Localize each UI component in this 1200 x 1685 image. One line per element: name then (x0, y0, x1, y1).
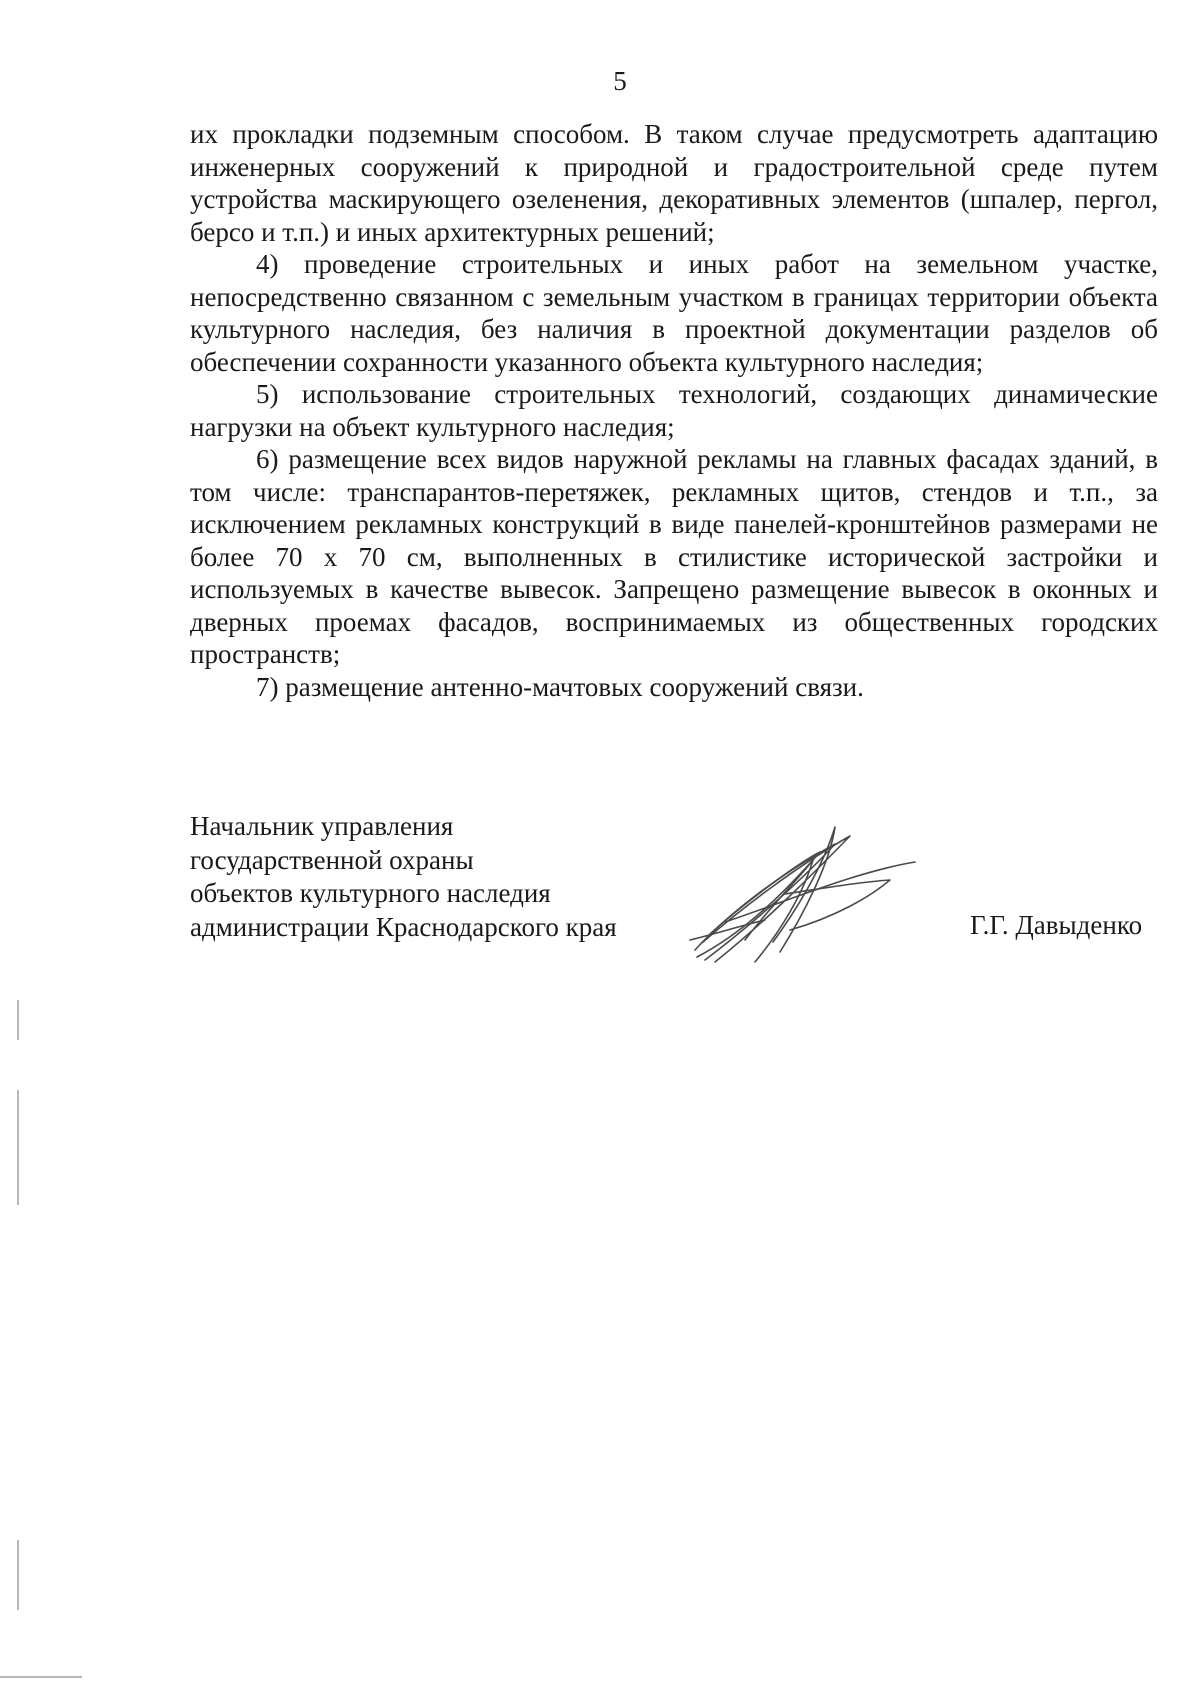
list-item-7: 7) размещение антенно-мачтовых сооружений связи. (256, 671, 864, 702)
signatory-title-line: объектов культурного наследия (190, 878, 551, 908)
signatory-name: Г.Г. Давыденко (970, 910, 1143, 940)
signatory-title-line: Начальник управления (190, 811, 454, 841)
list-item-4: 4) проведение строительных и иных работ на земельном участке, непосредственно связанном с земельным участком в границах территории объекта культурного наследия, без наличия в проектной документации разделов об обеспечении сохранности указанного объекта культурного наследия; (190, 249, 1158, 377)
handwritten-signature (685, 822, 925, 967)
scan-edge-mark (17, 1090, 19, 1205)
scan-edge-mark (0, 1676, 82, 1678)
document-body (190, 118, 1158, 703)
signatory-title-line: администрации Краснодарского края (190, 911, 617, 942)
page-number: 5 (613, 66, 627, 96)
paragraph-continuation: их прокладки подземным способом. В таком случае предусмотреть адаптацию инженерных сооружений к природной и градостроительной среде путем устройства маскирующего озеленения, декоративных элементов (шпалер, пергол, берсо и т.п.) и иных архитектурных решений; (190, 119, 1158, 247)
list-item-5: 5) использование строительных технологий, создающих динамические нагрузки на объект культурного наследия; (190, 379, 1158, 442)
scan-edge-mark (17, 1000, 19, 1040)
scan-edge-mark (17, 1540, 19, 1610)
signatory-title-line: государственной охраны (190, 844, 474, 875)
list-item-6: 6) размещение всех видов наружной рекламы на главных фасадах зданий, в том числе: транспарантов-перетяжек, рекламных щитов, стендов и т.п., за исключением рекламных конструкций в виде панелей-кронштейнов размерами не более 70 х 70 см, выполненных в стилистике исторической застройки и используемых в качестве вывесок. Запрещено размещение вывесок в оконных и дверных проемах фасадов, воспринимаемых из общественных городских пространств; (190, 444, 1158, 669)
signatory-title (190, 810, 617, 944)
